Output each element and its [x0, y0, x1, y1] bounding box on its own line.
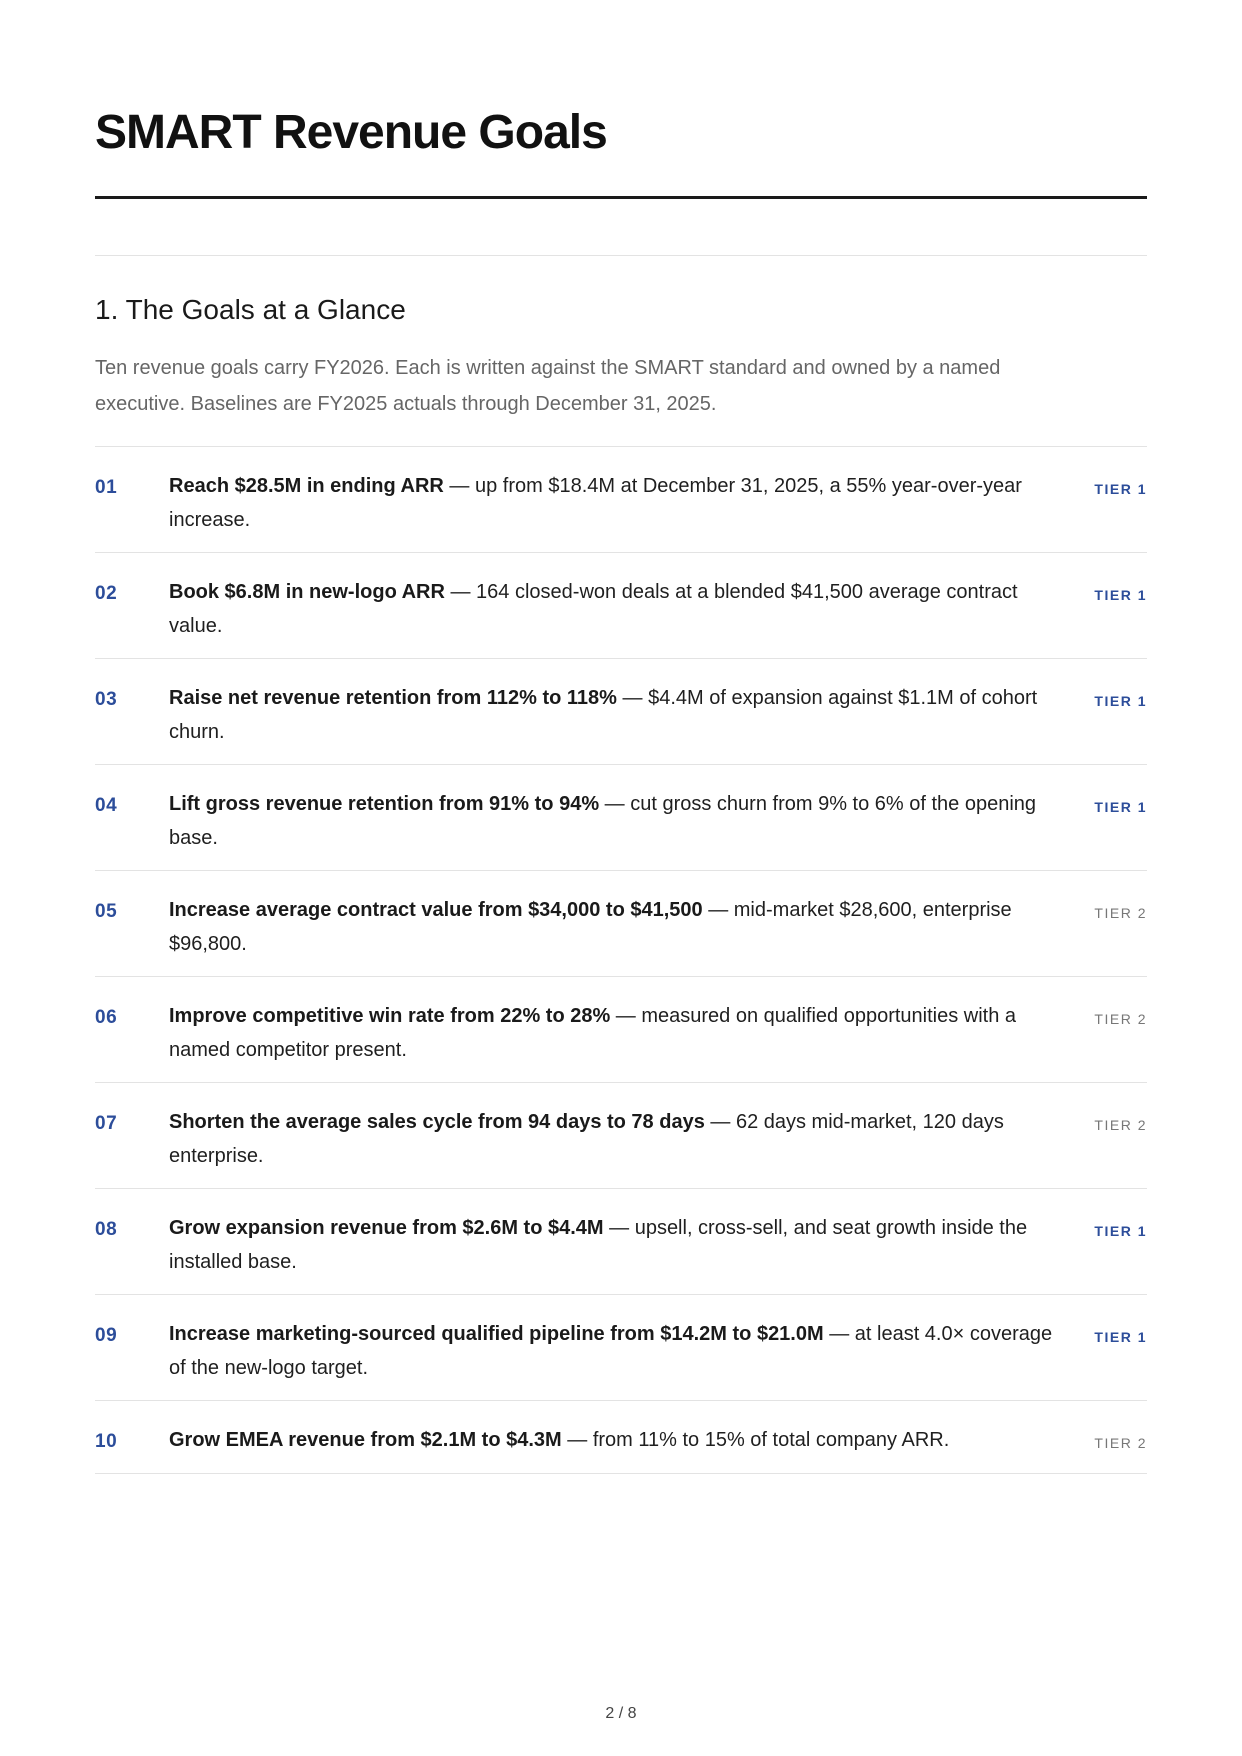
goal-text — [169, 681, 1074, 749]
goal-detail: — measured on qualified opportunities with a named competitor present. — [169, 1005, 1017, 1061]
goal-detail: — cut gross churn from 9% to 6% of the opening base. — [169, 793, 1037, 849]
goal-number: 09 — [95, 1325, 118, 1346]
goal-lead: Book $6.8M in new-logo ARR — [169, 581, 445, 603]
goal-lead: Raise net revenue retention from 112% to 118% — [169, 687, 617, 709]
goal-row — [95, 447, 1147, 553]
tier-badge: TIER 2 — [1094, 1117, 1147, 1133]
tier-badge: TIER 2 — [1094, 1435, 1147, 1451]
tier-badge: TIER 2 — [1094, 1011, 1147, 1027]
goal-text — [169, 1211, 1074, 1279]
goal-text — [169, 575, 1074, 643]
goal-lead: Reach $28.5M in ending ARR — [169, 475, 444, 497]
goal-lead: Increase average contract value from $34,000 to $41,500 — [169, 899, 703, 921]
goals-list — [95, 446, 1147, 1474]
goal-lead: Lift gross revenue retention from 91% to 94% — [169, 793, 600, 815]
section-divider — [95, 255, 1147, 256]
section-intro: Ten revenue goals carry FY2026. Each is written against the SMART standard and owned by a named executive. Baselines are FY2025 actuals through December 31, 2025. — [95, 357, 1001, 415]
goal-lead: Grow EMEA revenue from $2.1M to $4.3M — [169, 1429, 562, 1451]
title-divider — [95, 196, 1147, 199]
section-heading: 1. The Goals at a Glance — [95, 294, 406, 325]
goal-row — [95, 1083, 1147, 1189]
goal-row — [95, 553, 1147, 659]
goal-detail: — from 11% to 15% of total company ARR. — [561, 1429, 950, 1451]
goal-detail: — 164 closed-won deals at a blended $41,500 average contract value. — [169, 581, 1018, 637]
tier-badge: TIER 1 — [1094, 1329, 1147, 1345]
goal-text — [169, 1105, 1074, 1173]
goal-text — [169, 787, 1074, 855]
goal-text — [169, 1317, 1074, 1385]
goal-lead: Improve competitive win rate from 22% to 28% — [169, 1005, 611, 1027]
goal-detail: — at least 4.0× coverage of the new-logo target. — [169, 1323, 1053, 1379]
goal-number: 08 — [95, 1219, 118, 1240]
goal-detail: — upsell, cross-sell, and seat growth inside the installed base. — [169, 1217, 1028, 1273]
goal-detail: — $4.4M of expansion against $1.1M of cohort churn. — [169, 687, 1038, 743]
goal-detail: — 62 days mid-market, 120 days enterprise. — [169, 1111, 1004, 1167]
goal-row — [95, 1189, 1147, 1295]
page-number: 2 / 8 — [605, 1705, 637, 1722]
tier-badge: TIER 1 — [1094, 481, 1147, 497]
goal-row — [95, 659, 1147, 765]
goal-number: 06 — [95, 1007, 118, 1028]
goal-detail: — mid-market $28,600, enterprise $96,800. — [169, 899, 1012, 955]
goal-number: 01 — [95, 477, 118, 498]
goal-text — [169, 1423, 1074, 1457]
goal-number: 02 — [95, 583, 118, 604]
goal-detail: — up from $18.4M at December 31, 2025, a 55% year-over-year increase. — [169, 475, 1022, 531]
tier-badge: TIER 1 — [1094, 1223, 1147, 1239]
goal-lead: Grow expansion revenue from $2.6M to $4.4M — [169, 1217, 604, 1239]
goal-text — [169, 893, 1074, 961]
goal-number: 07 — [95, 1113, 118, 1134]
goal-number: 05 — [95, 901, 118, 922]
goal-number: 03 — [95, 689, 118, 710]
goal-lead: Increase marketing-sourced qualified pipeline from $14.2M to $21.0M — [169, 1323, 824, 1345]
goal-row — [95, 765, 1147, 871]
goal-row — [95, 871, 1147, 977]
goal-row — [95, 977, 1147, 1083]
goal-number: 10 — [95, 1431, 118, 1452]
goal-row — [95, 1401, 1147, 1474]
goal-text — [169, 469, 1074, 537]
page-title: SMART Revenue Goals — [95, 106, 607, 159]
goal-text — [169, 999, 1074, 1067]
tier-badge: TIER 1 — [1094, 693, 1147, 709]
goal-number: 04 — [95, 795, 118, 816]
tier-badge: TIER 1 — [1094, 799, 1147, 815]
goal-lead: Shorten the average sales cycle from 94 days to 78 days — [169, 1111, 705, 1133]
tier-badge: TIER 2 — [1094, 905, 1147, 921]
tier-badge: TIER 1 — [1094, 587, 1147, 603]
goal-row — [95, 1295, 1147, 1401]
